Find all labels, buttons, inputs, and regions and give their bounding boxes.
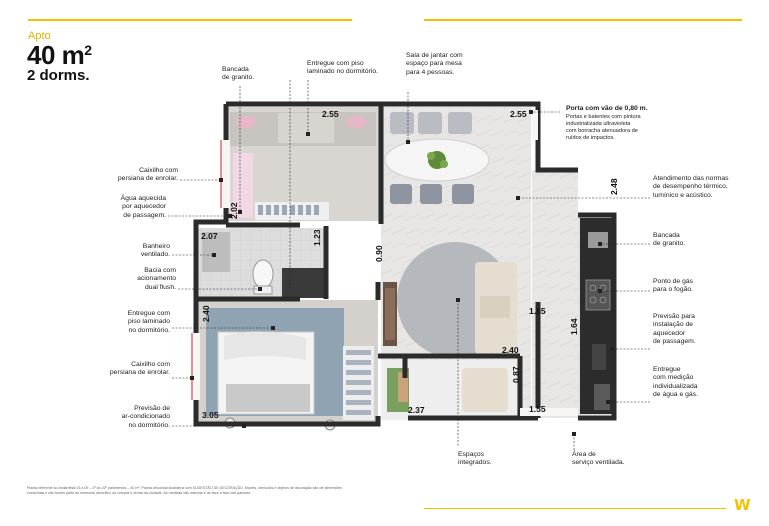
brand-logo: W — [734, 496, 751, 514]
note-aquecedor: Previsão para instalação de aquecedor de passagem. — [653, 313, 696, 346]
dim-living-depth: 2.40 — [502, 345, 519, 355]
note-piso-laminado-left: Entregue com piso laminado no dormitório. — [127, 310, 170, 334]
note-porta-detail: Portas e batentes com pintura industrializada ultravioleta com borracha atenuadora de ruídos de impactos. — [566, 114, 641, 141]
note-bancada-top: Bancada de granito. — [222, 66, 255, 82]
dim-kitchen-top: 2.48 — [609, 178, 619, 195]
note-atendimento: Atendimento das normas de desempenho térmico, lumínico e acústico. — [653, 175, 729, 199]
dim-service-depth: 0.87 — [511, 366, 521, 383]
note-medicao: Entregue com medição individualizada de água e gás. — [653, 366, 698, 399]
dim-bedroom-bottom-depth: 2.40 — [201, 305, 211, 322]
dim-service-width: 2.37 — [408, 405, 425, 415]
apartment-label: Apto — [28, 30, 51, 42]
note-bancada-right: Bancada de granito. — [653, 232, 686, 248]
apartment-area: 40 $m^2$ — [27, 40, 92, 70]
note-ar-condicionado: Previsão de ar-condicionado no dormitório. — [121, 405, 170, 429]
note-piso-laminado-top: Entregue com piso laminado no dormitório. — [307, 60, 379, 76]
note-caixilho-bottom: Caixilho com persiana de enrolar. — [109, 361, 170, 377]
dim-bedroom-top-depth: 2.02 — [229, 202, 239, 219]
note-banheiro: Banheiro ventilado. — [140, 243, 170, 259]
note-caixilho-top: Caixilho com persiana de enrolar. — [117, 167, 178, 183]
dim-living-width: 2.55 — [510, 109, 527, 119]
note-porta-title: Porta com vão de 0,80 m. — [566, 105, 648, 112]
note-area-servico: Área de serviço ventilada. — [572, 451, 625, 467]
dim-bedroom-top-width: 2.55 — [322, 109, 339, 119]
note-espacos-integrados: Espaços integrados. — [458, 451, 492, 467]
bedroom-count: 2 dorms. — [27, 67, 90, 84]
dim-bath-door: 1.23 — [312, 229, 322, 246]
dim-bedroom-bottom-width: 3.05 — [202, 410, 219, 420]
note-ponto-gas: Ponto de gás para o fogão. — [653, 278, 694, 294]
footer-disclaimer: Planta referente ao andar/final 03 a 09 – 2º ao 22º pavimentos – 40 m². Planta decorada ilustrativa com SUGESTÃO DE DECORAÇÃO. Móveis, utensílios e objetos de decoração são de dimensões comerciais e não fazem parte do memorial descritivo do compra e venda da unidade. As medidas são internas e de face a face das paredes. — [27, 486, 342, 495]
note-bacia: Bacia com acionamento dual flush. — [137, 267, 176, 291]
dim-kitchen-bottom: 1.55 — [529, 404, 546, 414]
dim-hall: 0.90 — [374, 245, 384, 262]
dim-corridor-width: 1.55 — [529, 306, 546, 316]
dim-kitchen-mid: 1.64 — [569, 318, 579, 335]
dim-bath-width: 2.07 — [201, 231, 218, 241]
note-sala-jantar: Sala de jantar com espaço para mesa para 4 pessoas. — [406, 52, 463, 76]
note-agua-aquecida: Água aquecida por aquecedor de passagem. — [120, 195, 166, 219]
